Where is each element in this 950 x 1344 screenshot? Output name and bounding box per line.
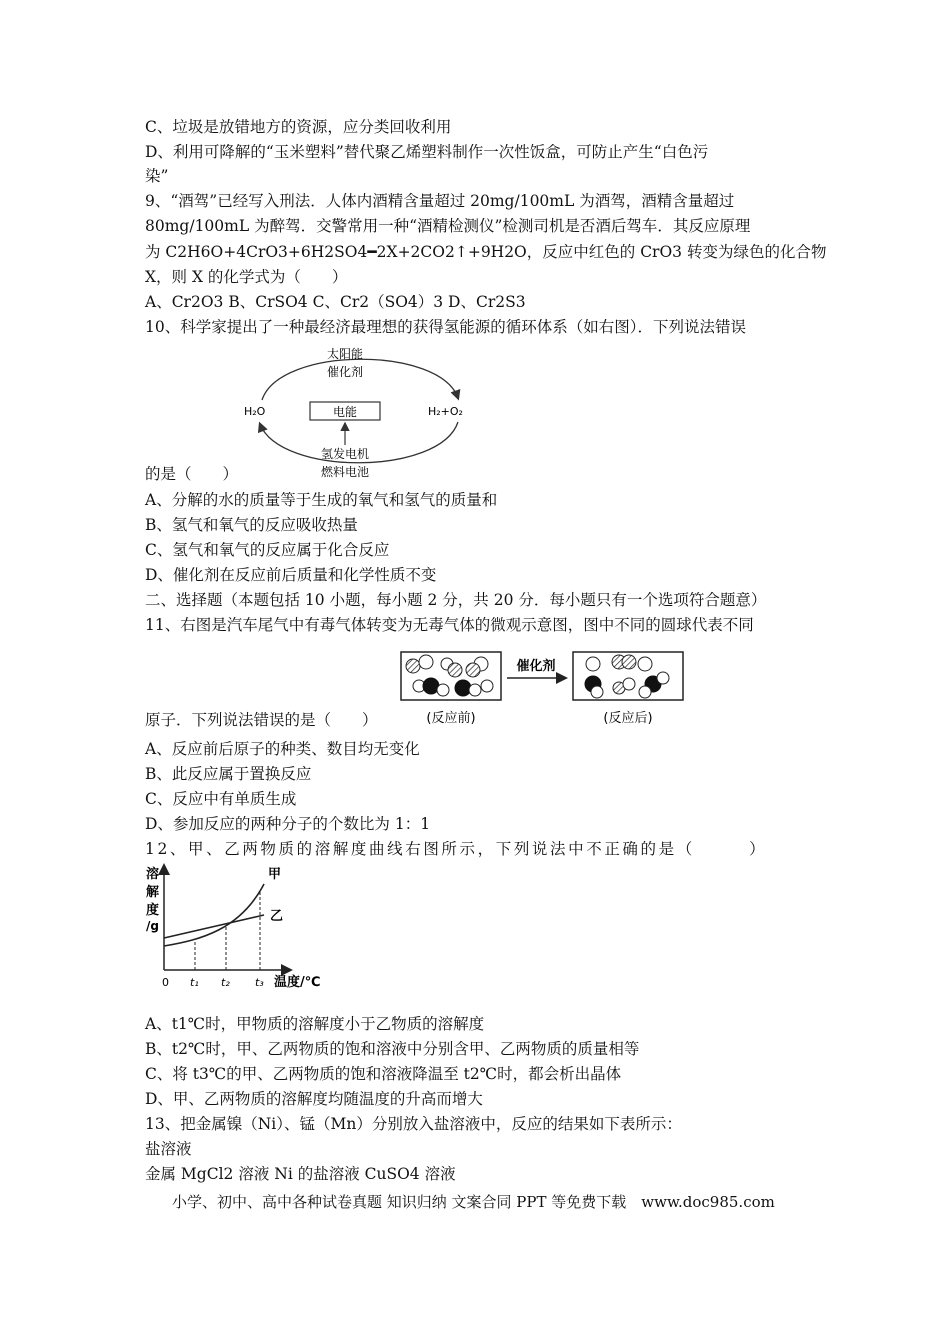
origin-label: 0 (162, 976, 169, 989)
legend-yi: 乙 (270, 909, 284, 924)
q10-option-d: D、催化剂在反应前后质量和化学性质不变 (145, 566, 437, 584)
label-h2-o2: H₂+O₂ (428, 405, 463, 418)
q11-stem-line2: 原子．下列说法错误的是（ ） (145, 711, 378, 729)
label-catalyst: 催化剂 (326, 365, 364, 379)
q13-stem-line3: 金属 MgCl2 溶液 Ni 的盐溶液 CuSO4 溶液 (145, 1165, 456, 1183)
label-water: H₂O (244, 405, 266, 418)
label-solar: 太阳能 (326, 347, 364, 361)
legend-jia: 甲 (268, 867, 282, 882)
ylabel-char-2: 解 (146, 885, 160, 900)
q11-option-c: C、反应中有单质生成 (145, 790, 297, 808)
series-jia-curve (164, 884, 264, 946)
after-caption: (反应后) (603, 711, 653, 726)
tick-t1: t₁ (190, 976, 199, 989)
q9-stem-line3: 为 C2H6O+4CrO3+6H2SO4━2X+2CO2↑+9H2O，反应中红色的 CrO3 转变为绿色的化合物 (145, 243, 827, 261)
ylabel-char-4: /g (146, 919, 159, 933)
q11-option-b: B、此反应属于置换反应 (145, 765, 312, 783)
q12-option-a: A、t1℃时，甲物质的溶解度小于乙物质的溶解度 (145, 1015, 485, 1033)
xlabel: 温度/℃ (274, 975, 321, 990)
q12-option-c: C、将 t3℃的甲、乙两物质的饱和溶液降温至 t2℃时，都会析出晶体 (145, 1065, 622, 1083)
q9-stem-line4: X，则 X 的化学式为（ ） (145, 268, 348, 286)
solubility-chart (140, 860, 330, 1014)
section2-heading: 二、选择题（本题包括 10 小题，每小题 2 分，共 20 分．每小题只有一个选项符合题意） (145, 591, 767, 609)
q12-stem-line1: 12、甲、乙两物质的溶解度曲线右图所示，下列说法中不正确的是（ ） (145, 840, 768, 858)
ylabel-char-1: 溶 (146, 867, 160, 882)
q12-option-d: D、甲、乙两物质的溶解度均随温度的升高而增大 (145, 1090, 483, 1108)
q9-stem-line2: 80mg/100mL 为醉驾．交警常用一种“酒精检测仪”检测司机是否酒后驾车．其反应原理 (145, 217, 751, 235)
q11-stem-line1: 11、右图是汽车尾气中有毒气体转变为无毒气体的微观示意图，图中不同的圆球代表不同 (145, 616, 754, 634)
q12-option-b: B、t2℃时，甲、乙两物质的饱和溶液中分别含甲、乙两物质的质量相等 (145, 1040, 640, 1058)
label-electric-energy: 电能 (332, 405, 358, 419)
q10-stem-line1: 10、科学家提出了一种最经济最理想的获得氢能源的循环体系（如右图）．下列说法错误 (145, 318, 746, 336)
label-generator: 氢发电机 (320, 447, 370, 461)
q9-options: A、Cr2O3 B、CrSO4 C、Cr2（SO4）3 D、Cr2S3 (145, 293, 526, 311)
q8-option-d-line2: 染” (145, 167, 169, 185)
footer-text: 小学、初中、高中各种试卷真题 知识归纳 文案合同 PPT 等免费下载 www.doc985.com (172, 1193, 775, 1211)
q10-option-b: B、氢气和氧气的反应吸收热量 (145, 516, 358, 534)
q13-stem-line1: 13、把金属镍（Ni）、锰（Mn）分别放入盐溶液中，反应的结果如下表所示： (145, 1115, 682, 1133)
q9-stem-line1: 9、“酒驾”已经写入刑法．人体内酒精含量超过 20mg/100mL 为酒驾，酒精含量超过 (145, 192, 735, 210)
q11-option-d: D、参加反应的两种分子的个数比为 1：1 (145, 815, 431, 833)
ylabel-char-3: 度 (146, 903, 160, 918)
before-caption: (反应前) (426, 711, 476, 726)
q10-stem-line2: 的是（ ） (145, 465, 239, 483)
q8-option-d-line1: D、利用可降解的“玉米塑料”替代聚乙烯塑料制作一次性饭盒，可防止产生“白色污 (145, 143, 709, 161)
tick-t3: t₃ (255, 976, 264, 989)
series-yi-curve (164, 915, 264, 938)
catalyst-label: 催化剂 (516, 659, 556, 674)
label-fuel-cell: 燃料电池 (320, 465, 370, 479)
q10-option-c: C、氢气和氧气的反应属于化合反应 (145, 541, 390, 559)
q8-option-c: C、垃圾是放错地方的资源，应分类回收利用 (145, 118, 452, 136)
q13-stem-line2: 盐溶液 (145, 1140, 192, 1158)
q10-option-a: A、分解的水的质量等于生成的氧气和氢气的质量和 (145, 491, 498, 509)
q11-option-a: A、反应前后原子的种类、数目均无变化 (145, 740, 420, 758)
tick-t2: t₂ (221, 976, 230, 989)
molecule-reaction-diagram (395, 648, 695, 736)
hydrogen-cycle-diagram (240, 340, 480, 488)
